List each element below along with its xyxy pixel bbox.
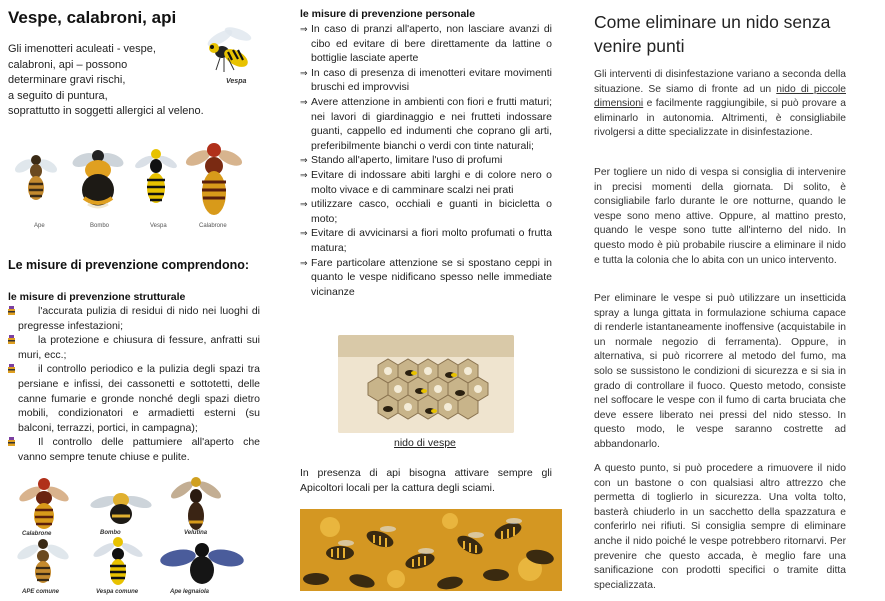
list-item: ⇒ Evitare di indossare abiti larghi e di colore nero o molto vivace e di camminare scalzi nei prati <box>300 168 552 196</box>
intro-text <box>8 42 204 120</box>
paragraph-4: A questo punto, si può procedere a rimuovere il nido con un bastone o con qualsiasi altro attrezzo che permetta di toglierlo in sicurezza. Una volta tolto, basterà chiuderlo in un sacchetto della spazzatura e conferirlo nei rifiuti. Si consiglia sempre di eliminare anche il nido poiché le vespe potrebbero ritornarvi. Per prevenire che questo accada, è meglio fare una sanificazione con prodotti specifici o tramite ditta specializzata. <box>594 463 846 591</box>
caption-ape-legnaiola: Ape legnaiola <box>170 589 210 595</box>
paragraph-3: Per eliminare le vespe si può utilizzare un insetticida spray a lunga gittata in formulazione schiuma capace di renderle istantaneamente inoffensive (acquistabile in un normale negozio di ferramenta). Oppure, in alternativa, si può ricorrere al metodo del fumo, ma solo se sussistono le condizioni di sicurezza e si sia in grado di controllare il fuoco. Questo metodo, consiste nel soffocare le vespe con il fumo di carta bruciata che deve essere liberato nei pressi del nido stesso. In questo modo, le vespe saranno costrette ad abbandonarlo. <box>594 293 846 450</box>
list-item: ⇒ Stando all'aperto, limitare l'uso di profumi <box>300 154 503 167</box>
page-title: Vespe, calabroni, api <box>8 8 177 27</box>
caption-bombo: Bombo <box>90 223 110 229</box>
list-item: il controllo periodico e la pulizia degli spazi tra persiane e infissi, dei cassonetti e sottotetti, delle canne fumarie e gronde nonché degli spazi dietro mobili, condizionatori e armadietti esterni (su balconi, terrazzi, portici, in campagna); <box>8 362 260 435</box>
arrow-right-icon: ⇒ <box>300 257 308 268</box>
arrow-right-icon: ⇒ <box>300 24 308 34</box>
list-item: ⇒ In caso di presenza di imenotteri evitare movimenti bruschi ed improvvisi <box>300 66 552 94</box>
small-nest-link[interactable]: nido di piccole dimensioni <box>594 83 846 110</box>
arrow-right-icon: ⇒ <box>300 199 308 210</box>
bumblebee-illustration <box>71 150 126 207</box>
caption-vespa-comune: Vespa comune <box>96 589 139 595</box>
bee-bullet-icon <box>8 306 15 315</box>
caption-ape: Ape <box>34 223 45 229</box>
arrow-right-icon: ⇒ <box>300 67 308 78</box>
intro-line: soprattutto in soggetti allergici al veleno. <box>8 105 204 117</box>
wasp-small-illustration <box>133 149 178 203</box>
caption-velutina: Velutina <box>184 530 208 536</box>
caption-vespa: Vespa <box>150 223 167 229</box>
list-item: ⇒ utilizzare casco, occhiali e guanti in bicicletta o moto; <box>300 198 552 225</box>
wasp-caption: Vespa <box>226 78 247 85</box>
list-item: ⇒ Evitare di avvicinarsi a fiori molto profumati o frutta matura; <box>300 227 552 254</box>
arrow-right-icon: ⇒ <box>300 155 308 166</box>
wasp-illustration <box>200 20 262 80</box>
intro-line: a seguito di puntura, <box>8 89 108 102</box>
arrow-right-icon: ⇒ <box>300 228 308 239</box>
list-item: l'accurata pulizia di residui di nido nei luoghi di pregresse infestazioni; <box>8 304 260 333</box>
structural-heading: le misure di prevenzione strutturale <box>8 291 186 303</box>
arrow-right-icon: ⇒ <box>300 96 308 107</box>
column-right <box>586 0 852 601</box>
caption-bombo-bottom: Bombo <box>100 530 121 536</box>
list-item: ⇒ In caso di pranzi all'aperto, non lasciare avanzi di cibo ed evitare di bere direttamente da lattine o bottiglie lasciate aperte <box>300 23 552 65</box>
list-item: ⇒ Fare particolare attenzione se si spostano ceppi in quanto le vespe nidificano spesso nelle immediate vicinanze <box>300 256 552 298</box>
bee-bullet-icon <box>8 364 15 373</box>
caption-ape-comune: APE comune <box>22 589 60 595</box>
bee-bullet-icon <box>8 437 15 446</box>
paragraph-2: Per togliere un nido di vespa si consiglia di intervenire in precisi momenti della giornata. Di solito, è consigliabile farlo durante le ore notturne, quando le vespe sono meno attive. Oppure, al mattino presto, quando le vespe sono tutte all'interno del nido. In questo modo è più probabile riuscire a eliminare il nido e tutta la colonia che lo abita con un unico intervento. <box>594 167 846 266</box>
caption-calabrone-bottom: Calabrone <box>22 531 52 537</box>
intro-line: determinare gravi rischi, <box>8 74 126 86</box>
intro-line: Gli imenotteri aculeati - vespe, <box>8 43 156 55</box>
bee-illustration <box>13 155 59 200</box>
structural-list <box>8 304 260 465</box>
list-item: Il controllo delle pattumiere all'aperto che vanno sempre tenute chiuse e pulite. <box>8 435 260 464</box>
section-title: Le misure di prevenzione comprendono: <box>8 258 250 272</box>
list-item: ⇒ Avere attenzione in ambienti con fiori e frutti maturi; nei lavori di giardinaggio e nei frutteti indossare guanti, cappello ed indumenti che coprano gli arti, preferibilmente bianchi o verdi con tinte naturali; <box>300 95 552 152</box>
wasp-nest-photo <box>338 335 514 433</box>
personal-heading: le misure di prevenzione personale <box>300 8 476 20</box>
caption-calabrone: Calabrone <box>199 223 227 229</box>
column-middle <box>292 0 564 601</box>
paragraph-1: Gli interventi di disinfestazione variano a seconda della situazione. Se siamo di fronte ad un nido di piccole dimensioni e facilmente raggiungibile, si può provare a eliminarlo in autonomia. Altrimenti, è consigliabile rivolgersi a ditte specializzate in disinfestazione. <box>594 69 846 139</box>
list-item: la protezione e chiusura di fessure, anfratti sui muri, ecc.; <box>8 333 260 362</box>
bee-bullet-icon <box>8 335 15 344</box>
article-title: Come eliminare un nido senza venire punti <box>594 12 831 56</box>
insects-row-illustration <box>12 138 247 226</box>
column-left <box>0 0 276 601</box>
intro-line: calabroni, api – possono <box>8 58 128 71</box>
nest-caption[interactable]: nido di vespe <box>394 437 456 449</box>
arrow-right-icon: ⇒ <box>300 169 308 180</box>
bees-paragraph: In presenza di api bisogna attivare sempre gli Apicoltori locali per la cattura degli sciami. <box>300 467 552 494</box>
personal-list <box>300 22 552 299</box>
hornet-illustration <box>184 143 245 215</box>
honeybees-photo <box>300 509 562 591</box>
